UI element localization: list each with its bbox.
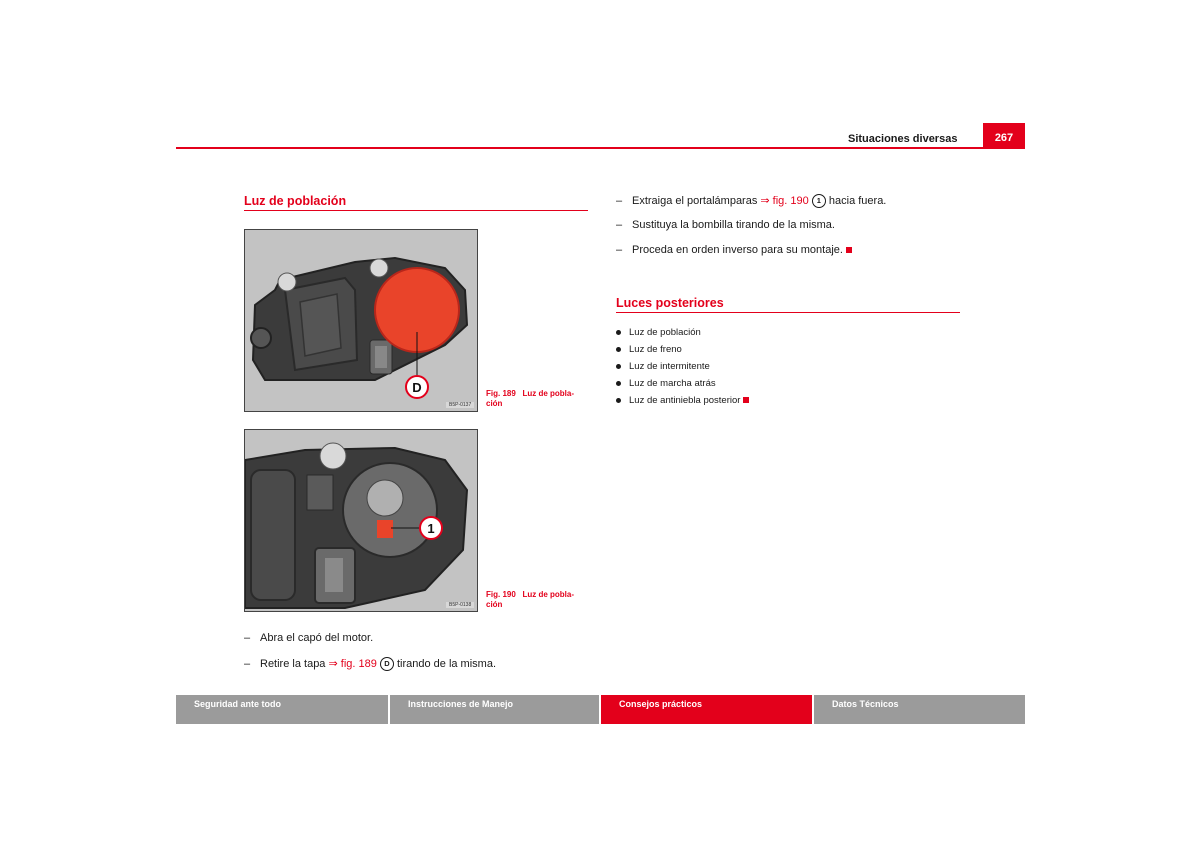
callout-circle-icon: 1 (812, 194, 826, 208)
step-replace-bulb (616, 219, 835, 231)
list-item-label: Luz de antiniebla posterior (629, 395, 741, 406)
header-rule (176, 147, 1025, 149)
step-dash: – (616, 219, 623, 231)
figure-190-link[interactable]: ⇒ fig. 190 (760, 195, 809, 207)
end-square-icon (743, 397, 749, 403)
callout-circle-icon: D (380, 657, 394, 671)
section-title: Situaciones diversas (848, 133, 958, 145)
list-item-label: Luz de freno (629, 344, 682, 355)
step-text: Sustituya la bombilla tirando de la misma. (632, 219, 835, 231)
page-number: 267 (983, 123, 1025, 149)
figure-190-code: B5P-0138 (446, 602, 474, 608)
step-text: Abra el capó del motor. (260, 632, 374, 644)
step-text-pre: Retire la tapa (260, 658, 329, 670)
step-text: Proceda en orden inverso para su montaje. (632, 244, 843, 256)
list-item (616, 344, 682, 355)
step-dash: – (616, 244, 623, 256)
step-open-hood (244, 632, 373, 644)
figure-189-caption: Fig. 189 Luz de pobla- ción (486, 389, 575, 408)
heading-rule (616, 312, 960, 313)
figure-189-link[interactable]: ⇒ fig. 189 (328, 658, 377, 670)
bullet-dot-icon (616, 398, 621, 403)
figure-189-code: B5P-0137 (446, 402, 474, 408)
footer-tab-datos-tecnicos[interactable]: Datos Técnicos (814, 695, 1025, 724)
footer-tab-seguridad[interactable]: Seguridad ante todo (176, 695, 388, 724)
list-item (616, 361, 710, 372)
step-remove-cap (244, 657, 496, 671)
footer-tab-consejos[interactable]: Consejos prácticos (601, 695, 812, 724)
step-text-post: hacia fuera. (825, 195, 887, 207)
step-dash: – (244, 632, 251, 644)
rear-lights-list (616, 327, 916, 417)
heading-luz-de-poblacion: Luz de población (244, 194, 347, 208)
callout-1-label: 1 (427, 521, 435, 536)
step-text-post: tirando de la misma. (393, 658, 497, 670)
step-reassemble (616, 244, 852, 256)
list-item (616, 378, 716, 389)
heading-luces-posteriores: Luces posteriores (616, 296, 724, 310)
callout-d-label: D (412, 380, 422, 395)
list-item (616, 395, 749, 406)
figure-189-image (244, 229, 478, 412)
bullet-dot-icon (616, 330, 621, 335)
step-dash: – (244, 658, 251, 670)
figure-190-image (244, 429, 478, 612)
step-text-pre: Extraiga el portalámparas (632, 195, 761, 207)
bullet-dot-icon (616, 381, 621, 386)
figure-190-caption: Fig. 190 Luz de pobla- ción (486, 590, 575, 609)
list-item-label: Luz de marcha atrás (629, 378, 716, 389)
footer-tab-instrucciones[interactable]: Instrucciones de Manejo (390, 695, 599, 724)
list-item-label: Luz de intermitente (629, 361, 710, 372)
list-item (616, 327, 701, 338)
end-square-icon (846, 247, 852, 253)
bullet-dot-icon (616, 347, 621, 352)
bullet-dot-icon (616, 364, 621, 369)
heading-rule (244, 210, 588, 211)
list-item-label: Luz de población (629, 327, 701, 338)
step-dash: – (616, 195, 623, 207)
step-extract-holder (616, 194, 886, 208)
